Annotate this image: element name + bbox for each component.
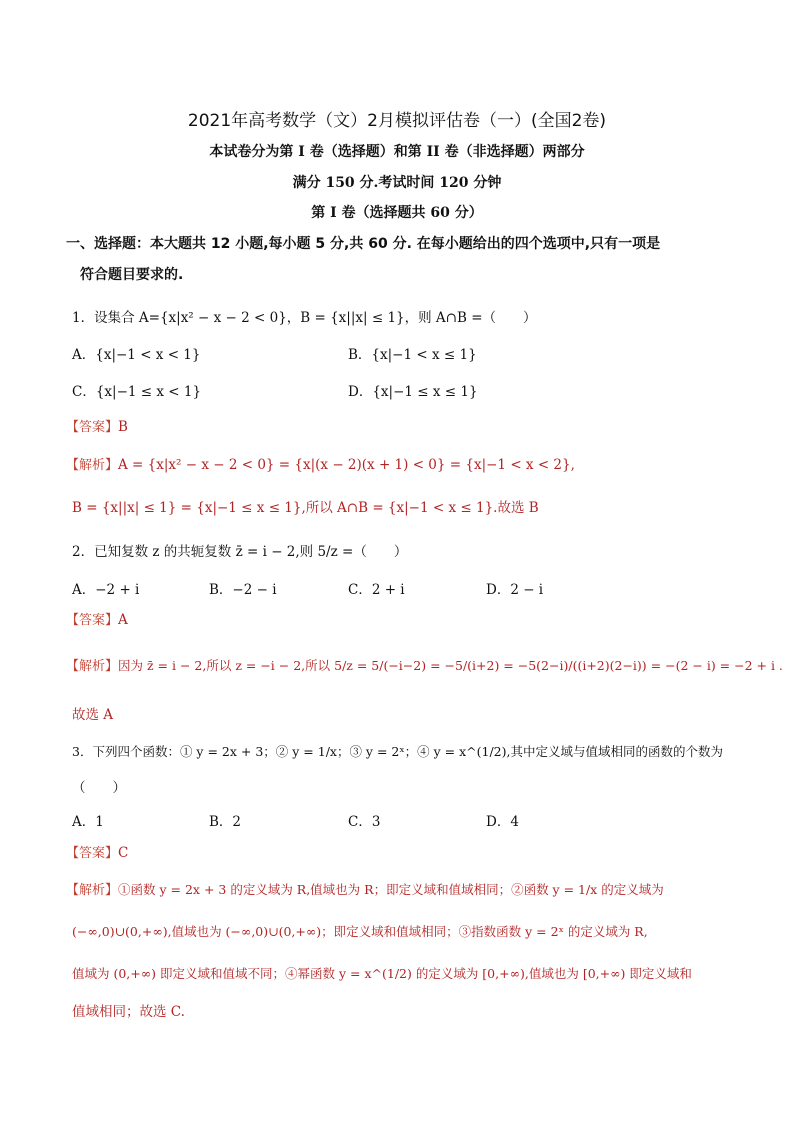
question-2-option-a: A．−2 + i bbox=[72, 582, 140, 598]
question-2-analysis-cont: 故选 A bbox=[72, 707, 114, 723]
answer-tag: 【答案】 bbox=[66, 420, 119, 435]
question-2-option-b: B．−2 − i bbox=[209, 582, 277, 598]
question-2-answer bbox=[66, 609, 128, 628]
analysis-tag: 【解析】 bbox=[66, 883, 119, 898]
answer-tag: 【答案】 bbox=[66, 846, 119, 861]
question-3-analysis bbox=[66, 879, 664, 898]
question-2-analysis bbox=[66, 655, 783, 674]
question-3-stem-cont: （ ） bbox=[72, 780, 126, 796]
question-3-analysis-cont: 值域为 (0,+∞) 即定义域和值域不同；④幂函数 y = x^(1/2) 的定义域为 [0,+∞),值域也为 [0,+∞) 即定义域和 bbox=[72, 966, 692, 981]
exam-structure-note: 本试卷分为第 I 卷（选择题）和第 II 卷（非选择题）两部分 bbox=[209, 144, 585, 160]
question-1-analysis-cont: B = {x||x| ≤ 1} = {x|−1 ≤ x ≤ 1},所以 A∩B = {x|−1 < x ≤ 1}.故选 B bbox=[72, 500, 539, 516]
exam-score-time-note: 满分 150 分.考试时间 120 分钟 bbox=[292, 175, 502, 191]
answer-value: C bbox=[118, 845, 129, 861]
section-heading: 一、选择题：本大题共 12 小题,每小题 5 分,共 60 分. 在每小题给出的四个选项中,只有一项是 bbox=[66, 236, 661, 252]
analysis-tag: 【解析】 bbox=[66, 458, 119, 473]
question-3-analysis-cont: 值域相同；故选 C. bbox=[72, 1004, 185, 1020]
question-1-answer bbox=[66, 416, 128, 435]
analysis-text: ①函数 y = 2x + 3 的定义域为 R,值域也为 R；即定义域和值域相同；②函数 y = 1/x 的定义域为 bbox=[118, 882, 664, 897]
answer-value: B bbox=[118, 419, 128, 435]
analysis-text: 因为 z̄ = i − 2,所以 z = −i − 2,所以 5/z = 5/(−i−2) = −5/(i+2) = −5(2−i)/((i+2)(2−i)) = −(2 − i) = −2 + i . bbox=[118, 658, 783, 673]
analysis-tag: 【解析】 bbox=[66, 659, 119, 674]
question-1-stem: 1．设集合 A={x|x² − x − 2 < 0}，B = {x||x| ≤ 1}，则 A∩B =（ ） bbox=[72, 310, 537, 326]
question-1-option-c: C．{x|−1 ≤ x < 1} bbox=[72, 384, 202, 400]
question-2-option-c: C．2 + i bbox=[348, 582, 405, 598]
question-3-answer bbox=[66, 842, 128, 861]
question-2-stem: 2．已知复数 z 的共轭复数 z̄ = i − 2,则 5/z =（ ） bbox=[72, 544, 408, 560]
question-3-option-b: B．2 bbox=[209, 814, 242, 830]
question-1-option-b: B．{x|−1 < x ≤ 1} bbox=[348, 347, 477, 363]
section-heading-cont: 符合题目要求的. bbox=[80, 267, 184, 283]
exam-title: 2021年高考数学（文）2月模拟评估卷（一）(全国2卷) bbox=[187, 111, 607, 131]
question-3-option-d: D．4 bbox=[486, 814, 519, 830]
question-3-option-c: C．3 bbox=[348, 814, 381, 830]
analysis-text: A = {x|x² − x − 2 < 0} = {x|(x − 2)(x + 1) < 0} = {x|−1 < x < 2}, bbox=[118, 457, 575, 473]
question-2-option-d: D．2 − i bbox=[486, 582, 544, 598]
question-3-analysis-cont: (−∞,0)∪(0,+∞),值域也为 (−∞,0)∪(0,+∞)；即定义域和值域相同；③指数函数 y = 2ˣ 的定义域为 R, bbox=[72, 924, 648, 939]
question-1-analysis bbox=[66, 454, 575, 473]
part-one-heading: 第 I 卷（选择题共 60 分） bbox=[311, 205, 483, 221]
question-1-option-d: D．{x|−1 ≤ x ≤ 1} bbox=[348, 384, 478, 400]
answer-tag: 【答案】 bbox=[66, 613, 119, 628]
question-1-option-a: A．{x|−1 < x < 1} bbox=[72, 347, 201, 363]
question-3-stem: 3．下列四个函数：① y = 2x + 3；② y = 1/x；③ y = 2ˣ；④ y = x^(1/2),其中定义域与值域相同的函数的个数为 bbox=[72, 744, 723, 759]
question-3-option-a: A．1 bbox=[72, 814, 104, 830]
answer-value: A bbox=[118, 612, 128, 628]
